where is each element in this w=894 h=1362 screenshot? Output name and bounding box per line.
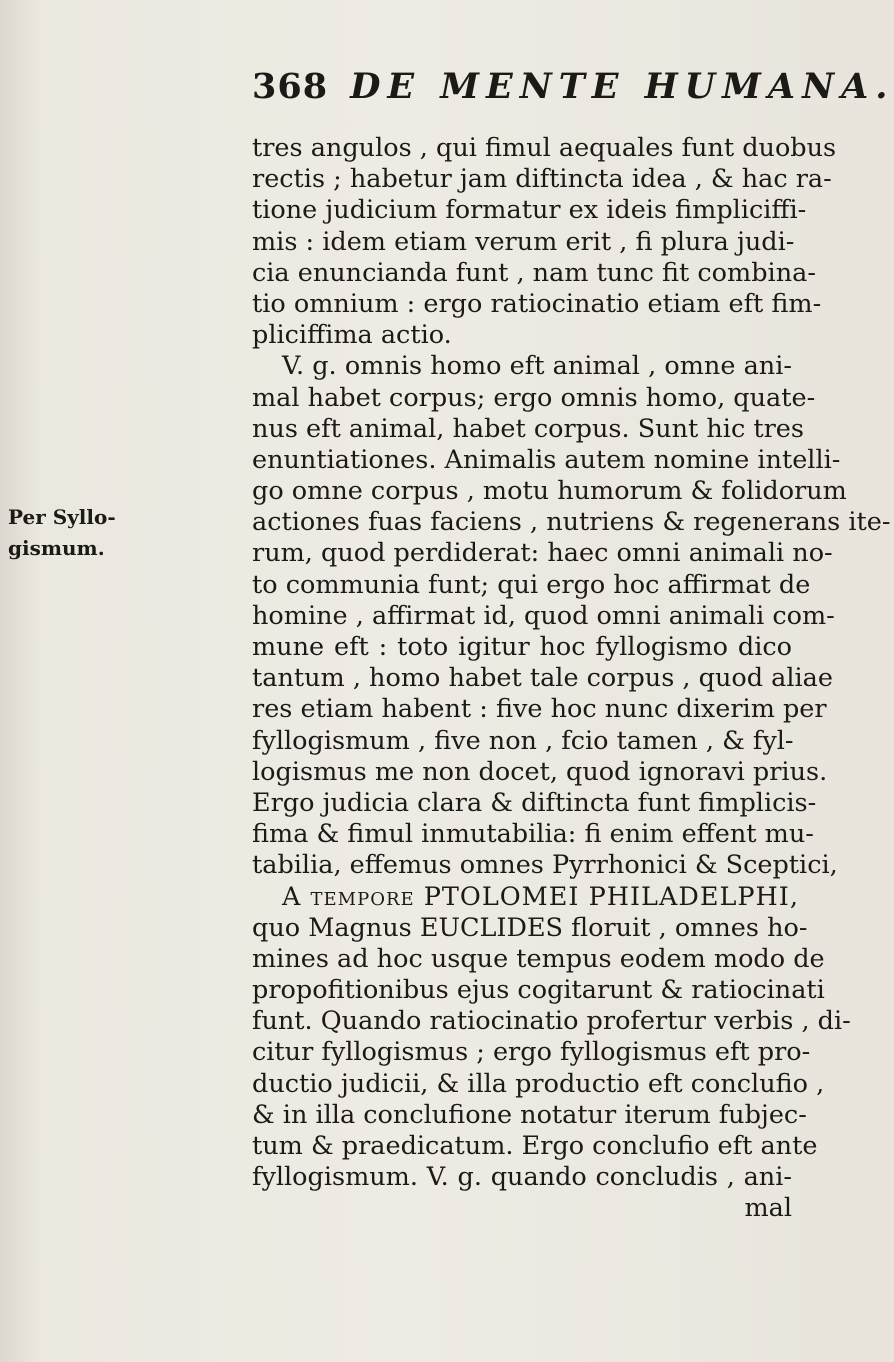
text-line: quo Magnus EUCLIDES floruit , omnes ho- [252,912,808,943]
text-line: cia enuncianda funt , nam tunc fit combina- [252,257,816,288]
margin-note-line: Per Syllo- [8,505,116,529]
catchword: mal [744,1193,792,1224]
page-header [252,66,894,112]
text-line: tione judicium formatur ex ideis fimpliciffi- [252,195,807,226]
text-line: mines ad hoc usque tempus eodem modo de [252,943,825,974]
running-title: DE MENTE HUMANA. [350,66,894,107]
text-line: mal habet corpus; ergo omnis homo, quate- [252,382,816,413]
text-line: tres angulos , qui fimul aequales funt duobus [252,133,837,163]
paragraph-start-line: A tempore PTOLOMEI PHILADELPHI, [282,881,799,912]
page-number: 368 [252,66,329,107]
text-line: Ergo judicia clara & diftincta funt fimplicis- [252,787,817,818]
text-line: go omne corpus , motu humorum & folidorum [252,476,847,507]
text-line: fyllogismum , five non , fcio tamen , & fyl- [252,725,794,756]
text-line: logismus me non docet, quod ignoravi prius. [252,756,828,787]
margin-note-line: gismum. [8,536,105,560]
text-line: & in illa conclufione notatur iterum fubjec- [252,1099,807,1130]
text-line: citur fyllogismus ; ergo fyllogismus eft pro- [252,1037,811,1068]
text-line: rectis ; habetur jam diftincta idea , & hac ra- [252,164,832,195]
text-line: nus eft animal, habet corpus. Sunt hic tres [252,413,804,444]
margin-note [8,502,116,564]
text-line: tantum , homo habet tale corpus , quod aliae [252,663,833,694]
text-line: actiones fuas faciens , nutriens & regenerans ite- [252,507,891,538]
text-line: mune eft : toto igitur hoc fyllogismo dico [252,632,792,662]
text-line: tum & praedicatum. Ergo conclufio eft ante [252,1131,818,1161]
text-line: pliciffima actio. [252,320,452,351]
body-text [252,133,891,1225]
text-line: ductio judicii, & illa productio eft conclufio , [252,1068,825,1099]
text-line: fima & fimul inmutabilia: fi enim effent mu- [252,819,814,850]
text-line: to communia funt; qui ergo hoc affirmat de [252,569,811,600]
text-line: rum, quod perdiderat: haec omni animali no- [252,538,833,569]
text-line: tio omnium : ergo ratiocinatio etiam eft fim- [252,288,822,319]
text-line: mis : idem etiam verum erit , fi plura judi- [252,226,795,257]
text-line: funt. Quando ratiocinatio profertur verbis , di- [252,1006,851,1037]
text-line: tabilia, effemus omnes Pyrrhonici & Sceptici, [252,850,838,881]
text-line: homine , affirmat id, quod omni animali com- [252,600,835,631]
text-line: res etiam habent : five hoc nunc dixerim per [252,694,827,725]
text-line: propofitionibus ejus cogitarunt & ratiocinati [252,975,825,1006]
paragraph-start-line: V. g. omnis homo eft animal , omne ani- [282,351,792,382]
text-line: enuntiationes. Animalis autem nomine intelli- [252,444,841,475]
text-line: fyllogismum. V. g. quando concludis , ani- [252,1162,792,1193]
